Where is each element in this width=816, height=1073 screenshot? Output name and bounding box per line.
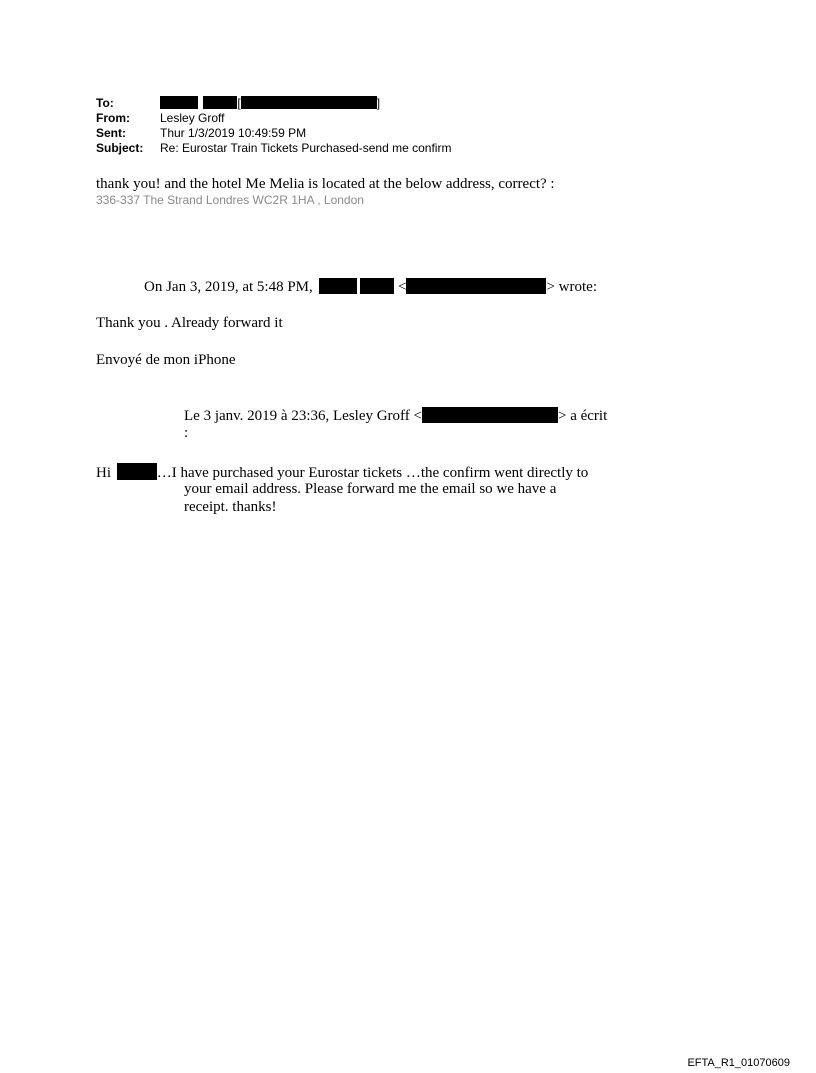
from-row bbox=[96, 111, 451, 126]
sent-row bbox=[96, 126, 451, 141]
from-label: From: bbox=[96, 111, 130, 125]
redaction-block bbox=[422, 407, 558, 423]
quote1-prefix: On Jan 3, 2019, at 5:48 PM, bbox=[144, 279, 313, 295]
to-bracket-close: ] bbox=[376, 96, 381, 110]
quote2-colon: : bbox=[184, 425, 189, 441]
redaction-block bbox=[117, 463, 157, 480]
redaction-block bbox=[319, 278, 357, 294]
redaction-block bbox=[203, 96, 237, 109]
to-value bbox=[160, 96, 380, 111]
sent-label: Sent: bbox=[96, 126, 126, 140]
email-header bbox=[96, 96, 451, 156]
body-line-1: thank you! and the hotel Me Melia is located at the below address, correct? : bbox=[96, 176, 555, 192]
signature-line: Envoyé de mon iPhone bbox=[96, 352, 236, 368]
message-line-1: …I have purchased your Eurostar tickets …the confirm went directly to bbox=[156, 465, 589, 481]
subject-label: Subject: bbox=[96, 141, 144, 155]
quote1-suffix: > wrote: bbox=[546, 279, 597, 295]
sent-value: Thur 1/3/2019 10:49:59 PM bbox=[160, 126, 307, 140]
message-line-2: your email address. Please forward me the email so we have a bbox=[184, 481, 557, 497]
to-label: To: bbox=[96, 96, 114, 110]
hi-word: Hi bbox=[96, 465, 111, 481]
document-id: EFTA_R1_01070609 bbox=[687, 1057, 790, 1069]
quote-header-1 bbox=[144, 278, 597, 296]
redaction-block bbox=[360, 278, 394, 294]
quote2-prefix: Le 3 janv. 2019 à 23:36, Lesley Groff < bbox=[184, 408, 422, 424]
quote2-suffix: > a écrit bbox=[558, 408, 608, 424]
subject-value: Re: Eurostar Train Tickets Purchased-send me confirm bbox=[160, 141, 452, 155]
reply-line: Thank you . Already forward it bbox=[96, 315, 283, 331]
redaction-block bbox=[241, 96, 377, 109]
subject-row bbox=[96, 141, 451, 156]
quote1-lt: < bbox=[398, 279, 407, 295]
redaction-block bbox=[160, 96, 198, 109]
message-first-line bbox=[96, 463, 588, 482]
quote-header-2 bbox=[184, 407, 607, 425]
from-value: Lesley Groff bbox=[160, 111, 225, 125]
to-bracket-open: [ bbox=[237, 96, 241, 110]
to-row bbox=[96, 96, 451, 111]
redaction-block bbox=[406, 278, 546, 294]
message-line-3: receipt. thanks! bbox=[184, 499, 277, 515]
hotel-address: 336-337 The Strand Londres WC2R 1HA , London bbox=[96, 193, 364, 207]
